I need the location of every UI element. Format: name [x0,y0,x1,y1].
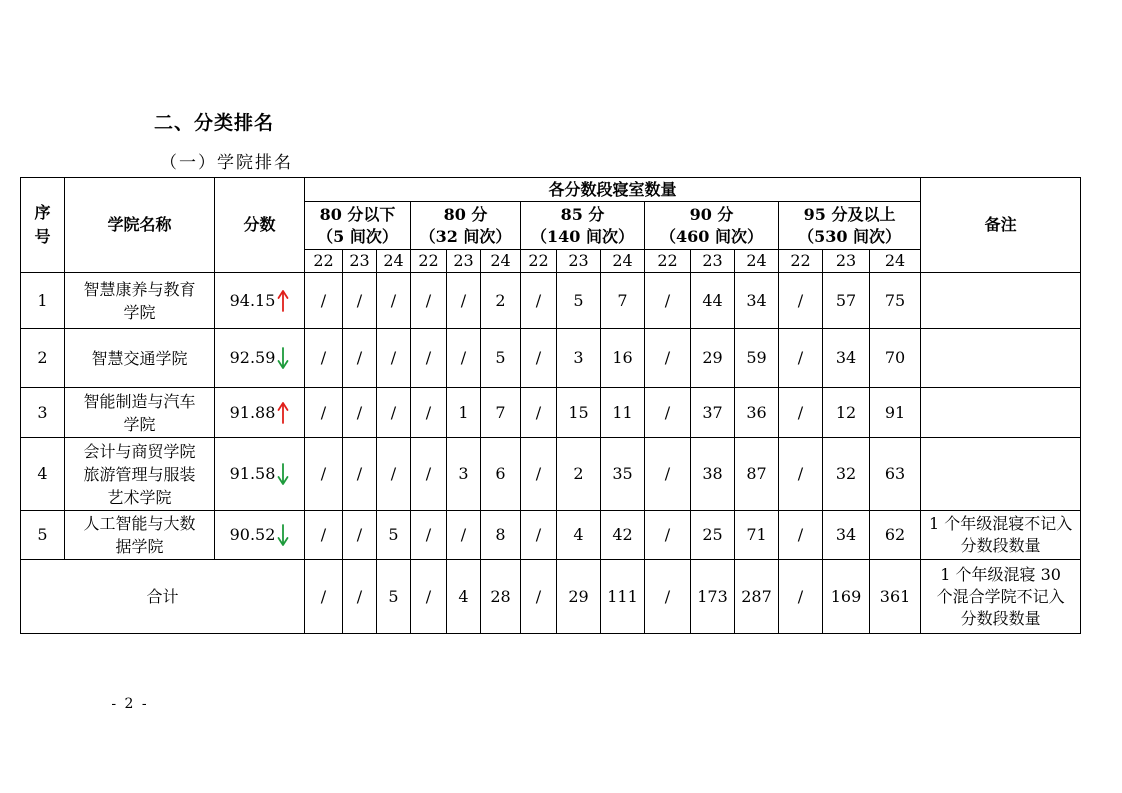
band-count-cell: / [305,438,343,511]
band-label: 95 分及以上 [803,204,896,224]
band-count-cell: / [779,438,823,511]
band-count-cell: / [645,273,691,329]
total-count-cell: 361 [870,560,921,634]
row-score [215,388,305,438]
table-row [21,329,1081,388]
band-count-cell: / [779,273,823,329]
band-count-cell: / [377,438,411,511]
row-college-name: 智能制造与汽车 学院 [65,388,215,438]
total-count-cell: 111 [601,560,645,634]
band-count-cell: / [521,329,557,388]
band-count-cell: / [305,273,343,329]
band-count-cell: / [447,273,481,329]
band-label: 80 分以下 [319,204,396,224]
arrow-up-icon [277,401,289,425]
row-score [215,438,305,511]
band-count-cell: 34 [735,273,779,329]
year-header: 23 [557,250,601,273]
band-count-cell: 34 [823,511,870,560]
total-count-cell: / [779,560,823,634]
band-count: （460 间次） [660,226,763,246]
band-count-cell: 6 [481,438,521,511]
band-count-cell: / [343,438,377,511]
total-count-cell: 28 [481,560,521,634]
year-header: 23 [691,250,735,273]
table-row [21,388,1081,438]
band-count-cell: 8 [481,511,521,560]
section-heading: 二、分类排名 [154,112,275,134]
band-count: （32 间次） [419,226,512,246]
score-value: 90.52 [229,525,276,544]
table-row [21,438,1081,511]
band-count-cell: / [447,329,481,388]
year-header: 24 [601,250,645,273]
band-count-cell: 36 [735,388,779,438]
band-count-cell: / [645,388,691,438]
band-count-cell: 59 [735,329,779,388]
year-header: 22 [645,250,691,273]
total-count-cell: / [411,560,447,634]
band-count-cell: / [779,388,823,438]
band-count-cell: 25 [691,511,735,560]
header-note: 备注 [921,178,1081,273]
band-count-cell: / [343,329,377,388]
band-count-cell: / [377,388,411,438]
band-header [521,202,645,250]
page-number: - 2 - [111,696,149,712]
total-count-cell: 5 [377,560,411,634]
total-count-cell: / [305,560,343,634]
band-count-cell: / [377,273,411,329]
band-count-cell: 91 [870,388,921,438]
row-college-name: 智慧康养与教育 学院 [65,273,215,329]
arrow-down-icon [277,462,289,486]
band-count-cell: 11 [601,388,645,438]
total-count-cell: 169 [823,560,870,634]
band-count-cell: / [305,388,343,438]
band-count-cell: 35 [601,438,645,511]
band-count-cell: 70 [870,329,921,388]
band-header [411,202,521,250]
year-header: 24 [870,250,921,273]
band-count-cell: 32 [823,438,870,511]
total-row [21,560,1081,634]
band-count-cell: 5 [481,329,521,388]
total-label: 合计 [21,560,305,634]
header-college-name: 学院名称 [65,178,215,273]
arrow-down-icon [277,523,289,547]
row-score [215,329,305,388]
band-count-cell: 5 [377,511,411,560]
row-note [921,388,1081,438]
band-count-cell: 15 [557,388,601,438]
total-count-cell: 4 [447,560,481,634]
band-count-cell: / [521,511,557,560]
band-count-cell: 29 [691,329,735,388]
band-count-cell: 7 [481,388,521,438]
row-seq: 3 [21,388,65,438]
total-count-cell: 287 [735,560,779,634]
table-row [21,273,1081,329]
band-count-cell: / [343,511,377,560]
band-count-cell: 12 [823,388,870,438]
band-count: （5 间次） [317,226,398,246]
year-header: 22 [779,250,823,273]
band-count-cell: 38 [691,438,735,511]
year-header: 23 [343,250,377,273]
row-college-name: 人工智能与大数 据学院 [65,511,215,560]
band-count-cell: 87 [735,438,779,511]
band-count-cell: 63 [870,438,921,511]
total-count-cell: / [343,560,377,634]
total-count-cell: / [645,560,691,634]
score-value: 92.59 [229,348,276,367]
band-count-cell: 44 [691,273,735,329]
band-count-cell: 34 [823,329,870,388]
band-count-cell: 2 [481,273,521,329]
year-header: 24 [735,250,779,273]
band-count-cell: / [645,511,691,560]
row-score [215,273,305,329]
band-count-cell: 62 [870,511,921,560]
band-label: 90 分 [689,204,734,224]
band-count-cell: / [343,273,377,329]
score-value: 91.88 [229,402,276,422]
band-count-cell: 5 [557,273,601,329]
band-count-cell: 3 [447,438,481,511]
band-count-cell: 3 [557,329,601,388]
band-count-cell: / [521,388,557,438]
band-count-cell: / [411,273,447,329]
band-header [645,202,779,250]
header-row-group [21,178,1081,202]
band-count-cell: 1 [447,388,481,438]
row-seq: 5 [21,511,65,560]
year-header: 23 [447,250,481,273]
total-count-cell: / [521,560,557,634]
band-count-cell: / [343,388,377,438]
band-count-cell: 71 [735,511,779,560]
row-seq: 1 [21,273,65,329]
row-note: 1 个年级混寝不记入分数段数量 [921,511,1081,560]
band-label: 85 分 [560,204,605,224]
total-count-cell: 29 [557,560,601,634]
year-header: 22 [411,250,447,273]
row-seq: 2 [21,329,65,388]
total-note-text: 1 个年级混寝 30 个混合学院不记入分数段数量 [936,564,1065,628]
table-row [21,511,1081,560]
row-college-name: 智慧交通学院 [65,329,215,388]
band-count-cell: / [645,438,691,511]
year-header: 22 [521,250,557,273]
band-count-cell: 16 [601,329,645,388]
row-note [921,438,1081,511]
header-score: 分数 [215,178,305,273]
score-value: 94.15 [229,290,276,310]
college-ranking-table [20,177,1081,634]
band-count-cell: / [779,511,823,560]
band-count-cell: 7 [601,273,645,329]
band-count-cell: 57 [823,273,870,329]
arrow-down-icon [277,346,289,370]
total-count-cell: 173 [691,560,735,634]
band-count-cell: / [447,511,481,560]
header-band-group: 各分数段寝室数量 [305,178,921,202]
row-note [921,273,1081,329]
band-count-cell: 4 [557,511,601,560]
row-score [215,511,305,560]
band-count-cell: / [779,329,823,388]
arrow-up-icon [277,289,289,313]
band-count-cell: / [411,388,447,438]
year-header: 23 [823,250,870,273]
header-seq: 序号 [21,178,65,273]
score-value: 91.58 [229,464,276,483]
year-header: 24 [377,250,411,273]
band-count-cell: / [305,511,343,560]
band-count-cell: / [411,329,447,388]
band-count-cell: / [645,329,691,388]
band-count-cell: / [411,438,447,511]
band-count-cell: 2 [557,438,601,511]
band-count-cell: / [377,329,411,388]
band-count-cell: 37 [691,388,735,438]
subsection-heading: （一）学院排名 [160,153,293,173]
band-header [779,202,921,250]
band-label: 80 分 [443,204,488,224]
year-header: 24 [481,250,521,273]
band-count-cell: / [411,511,447,560]
band-count-cell: / [305,329,343,388]
row-college-name: 会计与商贸学院 旅游管理与服装 艺术学院 [65,438,215,511]
total-note [921,560,1081,634]
band-count-cell: / [521,438,557,511]
band-count-cell: 42 [601,511,645,560]
band-count-cell: 75 [870,273,921,329]
band-count: （140 间次） [531,226,634,246]
year-header: 22 [305,250,343,273]
band-count: （530 间次） [798,226,902,246]
row-note [921,329,1081,388]
band-header [305,202,411,250]
row-seq: 4 [21,438,65,511]
band-count-cell: / [521,273,557,329]
